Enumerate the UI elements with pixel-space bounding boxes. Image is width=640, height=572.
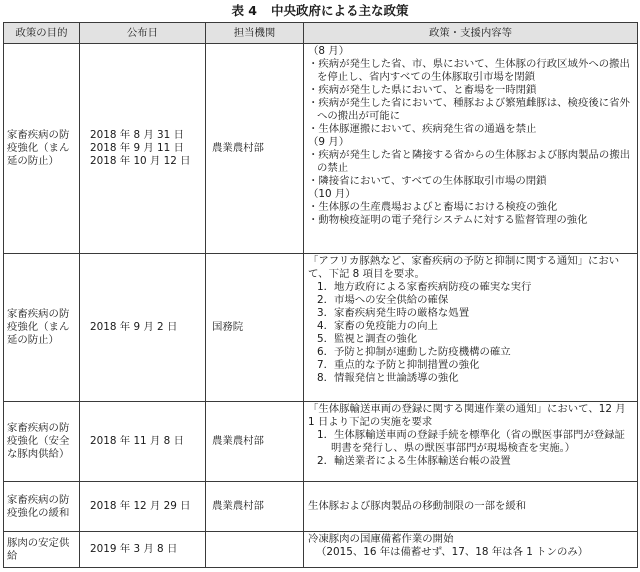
content-cell — [304, 402, 638, 482]
table-row — [4, 532, 638, 568]
content-note: （2015、16 年は備蓄せず、17、18 年は各 1 トンのみ） — [316, 546, 589, 558]
content-heading: （8 月） — [308, 45, 350, 57]
content-numbered-item: 7．重点的な予防と抑制措置の強化 — [317, 359, 480, 371]
content-numbered-item: 4．家畜の免疫能力の向上 — [317, 320, 438, 332]
date-cell — [80, 254, 206, 402]
content-cell — [304, 254, 638, 402]
content-bullet: ・生体豚運搬において、疾病発生省の通過を禁止 — [308, 123, 537, 135]
purpose-cell: 家畜疾病の防疫強化の緩和 — [4, 482, 80, 532]
agency-cell: 農業農村部 — [206, 402, 304, 482]
content-heading: （10 月） — [308, 188, 356, 200]
content-cell — [304, 44, 638, 254]
content-paragraph: 「アフリカ豚熱など、家畜疾病の予防と抑制に関する通知」において、下記 8 項目を要求。 — [308, 255, 620, 280]
content-bullet: ・疾病が発生した省、市、県において、生体豚の行政区域外への搬出を停止し、省内すべての生体豚取引市場を閉鎖 — [308, 58, 630, 83]
purpose-cell: 豚肉の安定供給 — [4, 532, 80, 568]
content-bullet: ・疾病が発生した省と隣接する省からの生体豚および豚肉製品の搬出の禁止 — [308, 149, 631, 174]
content-numbered-item: 1．生体豚輸送車両の登録手続を標準化（省の獣医事部門が登録証明書を発行し、県の獣医事部門が現場検査を実施。） — [317, 429, 625, 454]
date-line: 2018 年 8 月 31 日 — [90, 129, 184, 141]
content-heading: （9 月） — [308, 136, 350, 148]
content-paragraph: 冷凍豚肉の国庫備蓄作業の開始 — [308, 533, 454, 545]
header-date: 公布日 — [80, 23, 206, 44]
purpose-cell: 家畜疾病の防疫強化（安全な豚肉供給） — [4, 402, 80, 482]
agency-cell: 農業農村部 — [206, 482, 304, 532]
table-row — [4, 402, 638, 482]
table-row — [4, 44, 638, 254]
agency-cell: 国務院 — [206, 254, 304, 402]
date-line: 2018 年 9 月 2 日 — [90, 321, 178, 333]
header-content: 政策・支援内容等 — [304, 23, 638, 44]
date-line: 2018 年 12 月 29 日 — [90, 500, 191, 512]
content-bullet: ・動物検疫証明の電子発行システムに対する監督管理の強化 — [308, 214, 588, 226]
content-numbered-item: 3．家畜疾病発生時の厳格な処置 — [317, 307, 470, 319]
content-paragraph: 「生体豚輸送車両の登録に関する関連作業の通知」において、12 月 1 日より下記の実施を要求 — [308, 403, 626, 428]
content-numbered-item: 5．監視と調査の強化 — [317, 333, 418, 345]
date-cell — [80, 532, 206, 568]
date-cell — [80, 402, 206, 482]
table-number: 表 4 — [231, 3, 258, 18]
purpose-cell: 家畜疾病の防疫強化（まん延の防止） — [4, 44, 80, 254]
header-agency: 担当機関 — [206, 23, 304, 44]
content-numbered-item: 8．情報発信と世論誘導の強化 — [317, 372, 459, 384]
agency-cell — [206, 532, 304, 568]
header-purpose: 政策の目的 — [4, 23, 80, 44]
table-row — [4, 482, 638, 532]
content-numbered-item: 2．輸送業者による生体豚輸送台帳の設置 — [317, 455, 511, 467]
content-bullet: ・生体豚の生産農場およびと畜場における検疫の強化 — [308, 201, 558, 213]
purpose-cell: 家畜疾病の防疫強化（まん延の防止） — [4, 254, 80, 402]
content-cell — [304, 482, 638, 532]
date-line: 2018 年 10 月 12 日 — [90, 155, 191, 167]
content-bullet: ・疾病が発生した県において、と畜場を一時閉鎖 — [308, 84, 537, 96]
content-bullet: ・隣接省において、すべての生体豚取引市場の閉鎖 — [308, 175, 547, 187]
content-numbered-item: 2．市場への安全供給の確保 — [317, 294, 449, 306]
policy-table — [3, 22, 638, 568]
table-title — [0, 0, 640, 22]
date-line: 2018 年 9 月 11 日 — [90, 142, 184, 154]
table-caption: 中央政府による主な政策 — [271, 3, 409, 18]
content-cell — [304, 532, 638, 568]
agency-cell: 農業農村部 — [206, 44, 304, 254]
content-bullet: ・疾病が発生した省において、種豚および繁殖雌豚は、検疫後に省外への搬出が可能に — [308, 97, 630, 122]
table-row — [4, 254, 638, 402]
content-numbered-item: 1．地方政府による家畜疾病防疫の確実な実行 — [317, 281, 532, 293]
content-numbered-item: 6．予防と抑制が連動した防疫機構の確立 — [317, 346, 511, 358]
date-line: 2018 年 11 月 8 日 — [90, 435, 184, 447]
date-line: 2019 年 3 月 8 日 — [90, 543, 178, 555]
date-cell — [80, 482, 206, 532]
header-row — [4, 23, 638, 44]
date-cell — [80, 44, 206, 254]
content-paragraph: 生体豚および豚肉製品の移動制限の一部を緩和 — [308, 500, 527, 512]
